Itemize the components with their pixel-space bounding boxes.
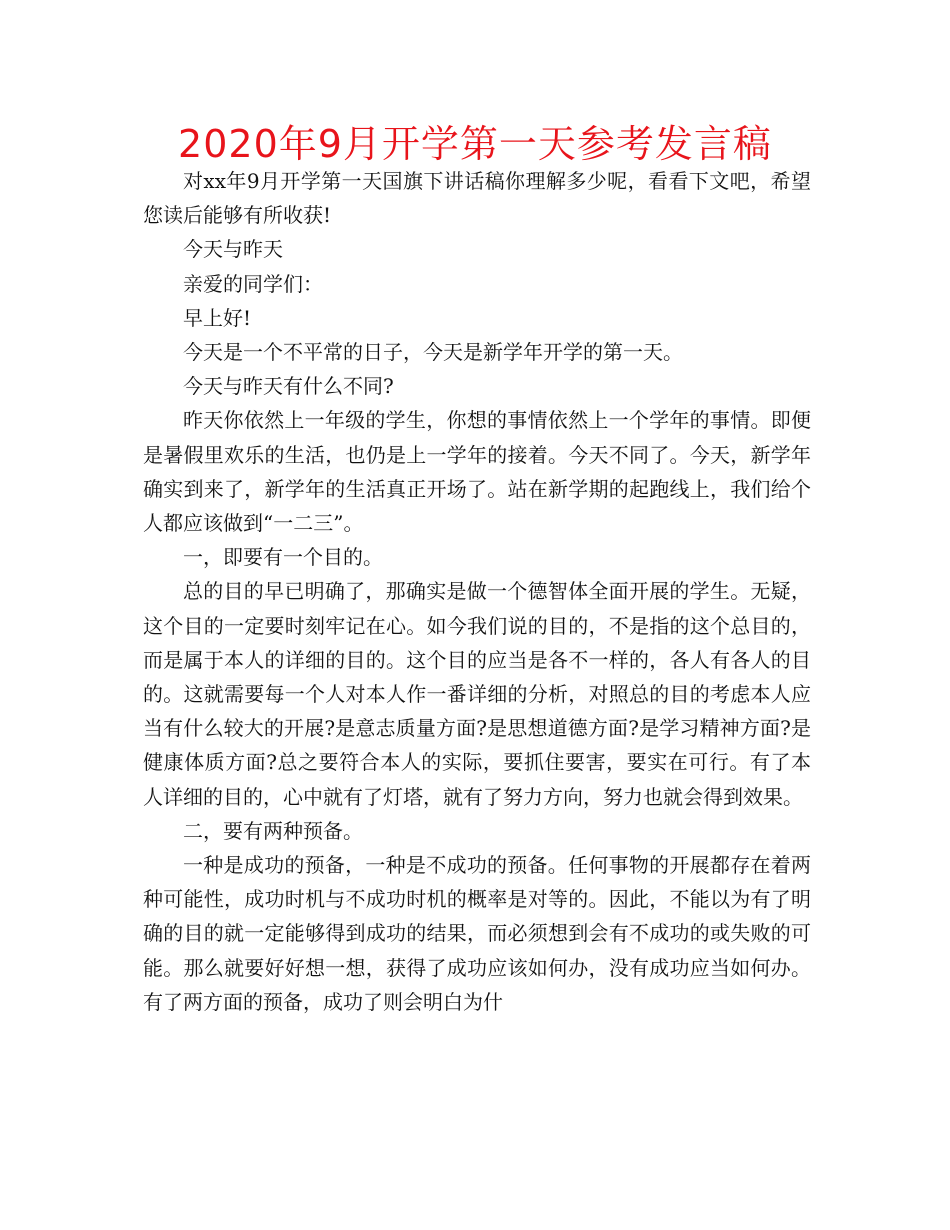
document-title: 2020年9月开学第一天参考发言稿 <box>178 122 772 166</box>
paragraph: 总的目的早已明确了，那确实是做一个德智体全面开展的学生。无疑，这个目的一定要时刻牢记在心。如今我们说的目的，不是指的这个总目的，而是属于本人的详细的目的。这个目的应当是各不一样的，各人有各人的目的。这就需要每一个人对本人作一番详细的分析，对照总的目的考虑本人应当有什么较大的开展?是意志质量方面?是思想道德方面?是学习精神方面?是健康体质方面?总之要符合本人的实际，要抓住要害，要实在可行。有了本人详细的目的，心中就有了灯塔，就有了努力方向，努力也就会得到效果。 <box>143 579 811 809</box>
paragraph: 今天是一个不平常的日子，今天是新学年开学的第一天。 <box>183 340 683 365</box>
paragraph: 今天与昨天有什么不同? <box>183 374 394 399</box>
document-body <box>143 164 811 1019</box>
paragraph-salutation: 亲爱的同学们： <box>183 271 323 296</box>
section-heading-one: 一，即要有一个目的。 <box>183 545 383 570</box>
paragraph-intro: 对xx年9月开学第一天国旗下讲话稿你理解多少呢，看看下文吧，希望您读后能够有所收获! <box>143 169 811 228</box>
paragraph-heading: 今天与昨天 <box>183 237 283 262</box>
paragraph-greeting: 早上好! <box>183 305 252 330</box>
paragraph: 一种是成功的预备，一种是不成功的预备。任何事物的开展都存在着两种可能性，成功时机与不成功时机的概率是对等的。因此，不能以为有了明确的目的就一定能够得到成功的结果，而必须想到会有不成功的或失败的可能。那么就要好好想一想，获得了成功应该如何办，没有成功应当如何办。有了两方面的预备，成功了则会明白为什 <box>143 853 811 1014</box>
section-heading-two: 二，要有两种预备。 <box>183 818 363 843</box>
paragraph: 昨天你依然上一年级的学生，你想的事情依然上一个学年的事情。即便是暑假里欢乐的生活，也仍是上一学年的接着。今天不同了。今天，新学年确实到来了，新学年的生活真正开场了。站在新学期的起跑线上，我们给个人都应该做到“一二三”。 <box>143 408 811 536</box>
